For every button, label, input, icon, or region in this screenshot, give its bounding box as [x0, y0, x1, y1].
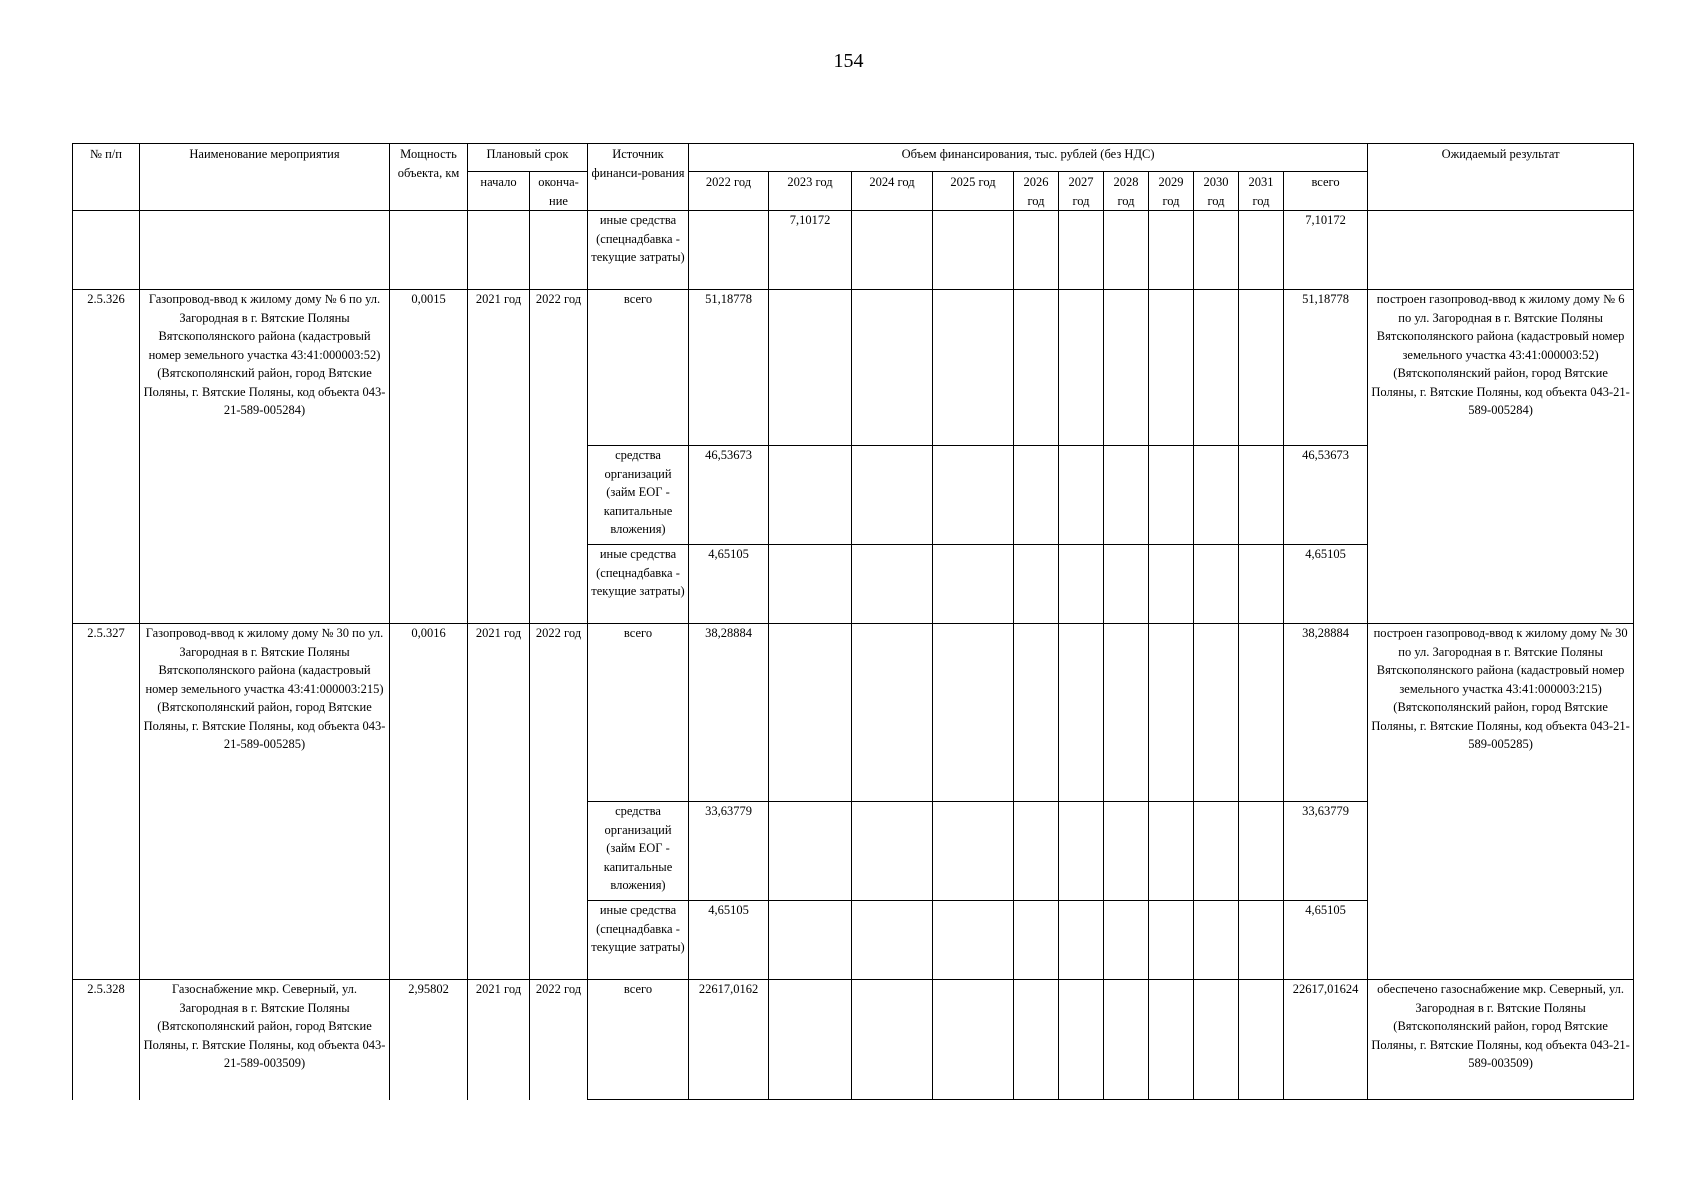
item-name: Газопровод-ввод к жилому дому № 30 по ул. Загородная в г. Вятские Поляны Вятскополянского района (кадастровый номер земельного участка 43:41:000003:215) (Вятскополянский район, город Вятские Поляны, г. Вятские Поляны, код объекта 043-21-589-005285) [140, 624, 390, 980]
header-year-2025: 2025 год [933, 172, 1014, 211]
item-capacity: 0,0016 [390, 624, 468, 980]
header-capacity: Мощность объекта, км [390, 144, 468, 211]
header-name: Наименование мероприятия [140, 144, 390, 211]
header-start: начало [468, 172, 530, 211]
source-cell: иные средства (спецнадбавка - текущие затраты) [588, 545, 689, 624]
value-2022: 33,63779 [689, 802, 769, 901]
item-start: 2021 год [468, 980, 530, 1100]
item-end: 2022 год [530, 980, 588, 1100]
header-year-2023: 2023 год [769, 172, 852, 211]
value-total: 4,65105 [1284, 901, 1368, 980]
header-total: всего [1284, 172, 1368, 211]
table-row [73, 290, 1634, 446]
value-2022: 51,18778 [689, 290, 769, 446]
value-2022: 46,53673 [689, 446, 769, 545]
source-cell: всего [588, 624, 689, 802]
header-year-2026: 2026 год [1014, 172, 1059, 211]
header-year-2022: 2022 год [689, 172, 769, 211]
header-end: оконча-ние [530, 172, 588, 211]
item-name: Газопровод-ввод к жилому дому № 6 по ул. Загородная в г. Вятские Поляны Вятскополянского района (кадастровый номер земельного участка 43:41:000003:52) (Вятскополянский район, город Вятские Поляны, г. Вятские Поляны, код объекта 043-21-589-005284) [140, 290, 390, 624]
header-result: Ожидаемый результат [1368, 144, 1634, 211]
item-number: 2.5.326 [73, 290, 140, 624]
source-cell: всего [588, 980, 689, 1100]
header-year-2029: 2029 год [1149, 172, 1194, 211]
header-funding: Объем финансирования, тыс. рублей (без НДС) [689, 144, 1368, 172]
item-capacity: 0,0015 [390, 290, 468, 624]
header-year-2027: 2027 год [1059, 172, 1104, 211]
header-source: Источник финанси-рования [588, 144, 689, 211]
value-total: 51,18778 [1284, 290, 1368, 446]
item-start: 2021 год [468, 624, 530, 980]
item-number: 2.5.328 [73, 980, 140, 1100]
page-number: 154 [833, 50, 864, 72]
item-number: 2.5.327 [73, 624, 140, 980]
value-total: 7,10172 [1284, 211, 1368, 290]
value-total: 38,28884 [1284, 624, 1368, 802]
source-cell: средства организаций (займ ЕОГ - капитальные вложения) [588, 446, 689, 545]
value-2022: 38,28884 [689, 624, 769, 802]
header-year-2024: 2024 год [852, 172, 933, 211]
source-cell: иные средства (спецнадбавка - текущие затраты) [588, 901, 689, 980]
value-total: 46,53673 [1284, 446, 1368, 545]
value-total: 33,63779 [1284, 802, 1368, 901]
item-capacity: 2,95802 [390, 980, 468, 1100]
item-start: 2021 год [468, 290, 530, 624]
header-year-2031: 2031 год [1239, 172, 1284, 211]
item-result: построен газопровод-ввод к жилому дому № 30 по ул. Загородная в г. Вятские Поляны Вятскополянского района (кадастровый номер земельного участка 43:41:000003:215) (Вятскополянский район, город Вятские Поляны, г. Вятские Поляны, код объекта 043-21-589-005285) [1368, 624, 1634, 980]
table-row [73, 624, 1634, 802]
value-total: 22617,01624 [1284, 980, 1368, 1100]
value-2022: 4,65105 [689, 901, 769, 980]
source-cell: средства организаций (займ ЕОГ - капитальные вложения) [588, 802, 689, 901]
source-cell: иные средства (спецнадбавка - текущие затраты) [588, 211, 689, 290]
header-num: № п/п [73, 144, 140, 211]
funding-table [72, 143, 1634, 1100]
value-2022: 22617,0162 [689, 980, 769, 1100]
value-2022: 4,65105 [689, 545, 769, 624]
item-end: 2022 год [530, 624, 588, 980]
item-result: построен газопровод-ввод к жилому дому № 6 по ул. Загородная в г. Вятские Поляны Вятскополянского района (кадастровый номер земельного участка 43:41:000003:52) (Вятскополянский район, город Вятские Поляны, г. Вятские Поляны, код объекта 043-21-589-005284) [1368, 290, 1634, 624]
table-row [73, 211, 1634, 290]
item-name: Газоснабжение мкр. Северный, ул. Загородная в г. Вятские Поляны (Вятскополянский район, город Вятские Поляны, г. Вятские Поляны, код объекта 043-21-589-003509) [140, 980, 390, 1100]
value-total: 4,65105 [1284, 545, 1368, 624]
item-end: 2022 год [530, 290, 588, 624]
item-result: обеспечено газоснабжение мкр. Северный, ул. Загородная в г. Вятские Поляны (Вятскополянский район, город Вятские Поляны, г. Вятские Поляны, код объекта 043-21-589-003509) [1368, 980, 1634, 1100]
header-year-2028: 2028 год [1104, 172, 1149, 211]
header-plan-term: Плановый срок [468, 144, 588, 172]
value-2023: 7,10172 [769, 211, 852, 290]
header-year-2030: 2030 год [1194, 172, 1239, 211]
table-row [73, 980, 1634, 1100]
source-cell: всего [588, 290, 689, 446]
